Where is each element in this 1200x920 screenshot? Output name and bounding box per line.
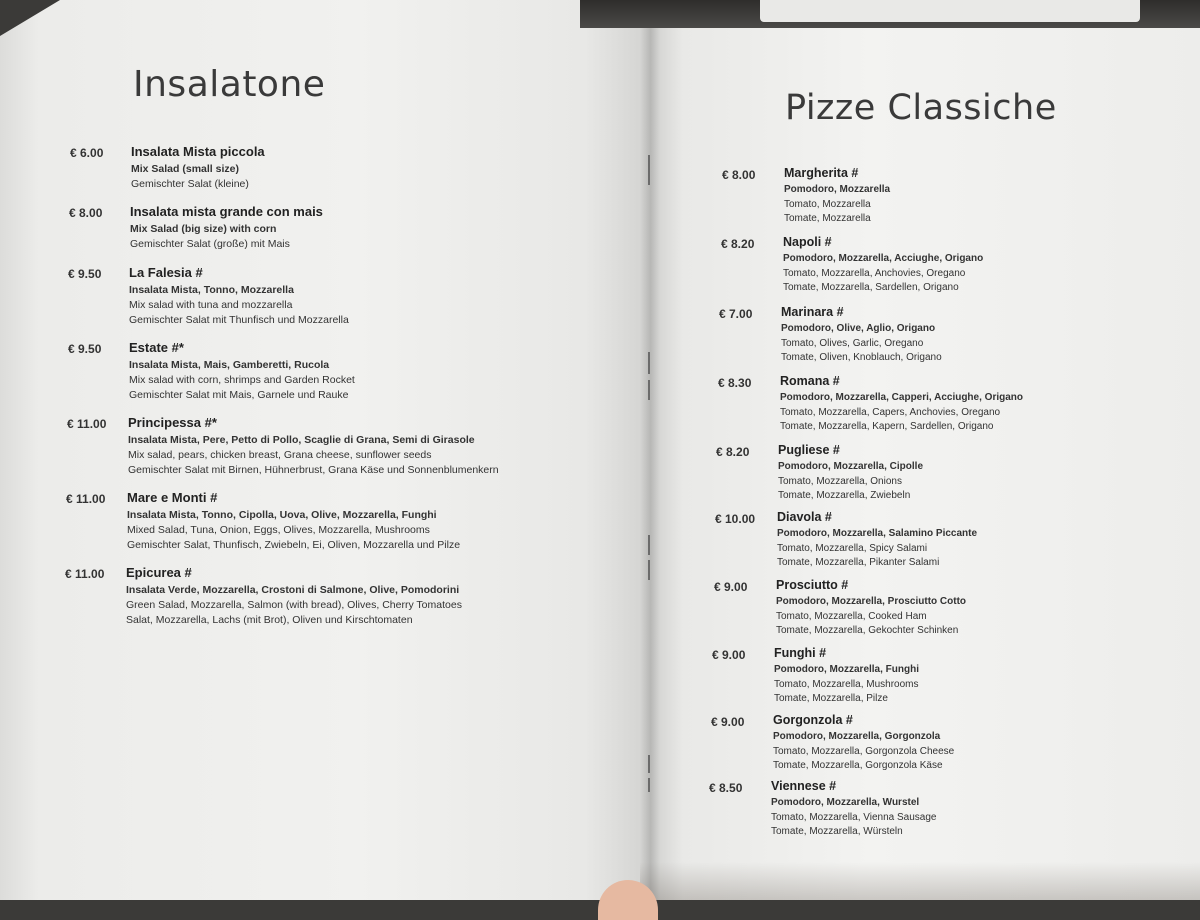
menu-item-price: € 9.00: [712, 648, 746, 662]
menu-item: [712, 646, 919, 707]
menu-item: [65, 565, 462, 628]
menu-item-price: € 7.00: [719, 307, 753, 321]
menu-item-translation: Tomato, Mozzarella, Cooked Ham: [776, 610, 927, 622]
menu-item-ingredients: Insalata Mista, Mais, Gamberetti, Rucola: [129, 359, 330, 371]
menu-item-price: € 8.30: [718, 376, 752, 390]
menu-item-name: La Falesia #: [129, 265, 203, 280]
menu-item-ingredients: Insalata Mista, Tonno, Cipolla, Uova, Olive, Mozzarella, Funghi: [127, 509, 437, 521]
binding-stitch: [648, 155, 650, 185]
menu-item-translation: Tomate, Oliven, Knoblauch, Origano: [781, 352, 942, 363]
background-paper: [760, 0, 1140, 22]
menu-item-price: € 8.00: [69, 206, 103, 220]
menu-item-name: Funghi #: [774, 646, 827, 660]
menu-item-translation: Mixed Salad, Tuna, Onion, Eggs, Olives, Mozzarella, Mushrooms: [127, 524, 430, 536]
menu-item: [719, 305, 942, 366]
menu-item-price: € 8.50: [709, 781, 743, 795]
menu-item-translation: Mix salad with tuna and mozzarella: [129, 299, 293, 311]
menu-item-name: Estate #*: [129, 340, 184, 355]
menu-item-ingredients: Pomodoro, Mozzarella, Gorgonzola: [773, 731, 941, 742]
menu-item-ingredients: Insalata Mista, Tonno, Mozzarella: [129, 284, 294, 296]
table-background: [580, 0, 1200, 28]
menu-item-name: Viennese #: [771, 779, 837, 793]
background-corner: [0, 0, 60, 36]
menu-item-ingredients: Pomodoro, Mozzarella, Salamino Piccante: [777, 528, 978, 539]
menu-item: [68, 265, 349, 328]
menu-item-ingredients: Mix Salad (big size) with corn: [130, 223, 277, 235]
menu-item-translation: Mix salad with corn, shrimps and Garden Rocket: [129, 374, 355, 386]
section-title-insalatone: Insalatone: [133, 64, 326, 105]
menu-item-name: Margherita #: [784, 166, 859, 180]
menu-item-name: Diavola #: [777, 510, 832, 524]
menu-item-name: Insalata Mista piccola: [131, 144, 265, 159]
menu-item-price: € 9.50: [68, 267, 102, 281]
menu-item-price: € 9.00: [714, 580, 748, 594]
menu-item-name: Prosciutto #: [776, 578, 849, 592]
menu-item-price: € 11.00: [66, 492, 106, 506]
menu-item-name: Pugliese #: [778, 443, 840, 457]
menu-item: [70, 144, 265, 192]
menu-item-translation: Salat, Mozzarella, Lachs (mit Brot), Oliven und Kirschtomaten: [126, 614, 413, 626]
menu-item-translation: Tomato, Mozzarella, Anchovies, Oregano: [783, 267, 966, 279]
menu-item: [66, 490, 461, 553]
menu-item-price: € 10.00: [715, 512, 756, 526]
menu-item-name: Mare e Monti #: [127, 490, 218, 505]
menu-item-translation: Tomate, Mozzarella, Gorgonzola Käse: [773, 760, 943, 771]
menu-item-translation: Gemischter Salat (große) mit Mais: [130, 238, 290, 250]
menu-item-translation: Tomato, Mozzarella, Capers, Anchovies, Oregano: [780, 406, 1001, 418]
menu-item-price: € 11.00: [67, 417, 107, 431]
menu-item-name: Napoli #: [783, 235, 832, 249]
menu-item-name: Epicurea #: [126, 565, 192, 580]
menu-item-name: Insalata mista grande con mais: [130, 204, 323, 219]
menu-item-translation: Tomate, Mozzarella: [784, 213, 871, 224]
menu-item-translation: Tomato, Mozzarella, Onions: [778, 475, 902, 487]
menu-item-translation: Tomato, Mozzarella, Mushrooms: [774, 678, 919, 690]
menu-item-ingredients: Pomodoro, Olive, Aglio, Origano: [781, 323, 936, 334]
menu-item: [714, 578, 967, 639]
menu-item: [67, 415, 499, 478]
menu-item-translation: Tomate, Mozzarella, Pikanter Salami: [777, 557, 940, 568]
menu-item-ingredients: Insalata Verde, Mozzarella, Crostoni di Salmone, Olive, Pomodorini: [126, 584, 460, 596]
menu-item-translation: Tomato, Olives, Garlic, Oregano: [781, 337, 924, 349]
menu-item-translation: Gemischter Salat, Thunfisch, Zwiebeln, Ei, Oliven, Mozzarella und Pilze: [127, 539, 461, 551]
menu-item-translation: Tomato, Mozzarella, Spicy Salami: [777, 542, 928, 554]
section-title-pizze-classiche: Pizze Classiche: [785, 88, 1057, 128]
menu-item-translation: Tomate, Mozzarella, Pilze: [774, 693, 888, 704]
binding-stitch: [648, 778, 650, 792]
menu-item-price: € 9.50: [68, 342, 102, 356]
menu-item: [711, 713, 955, 774]
menu-item-translation: Tomate, Mozzarella, Gekochter Schinken: [776, 625, 959, 636]
menu-item-translation: Tomato, Mozzarella, Vienna Sausage: [771, 811, 937, 823]
menu-item-price: € 9.00: [711, 715, 745, 729]
menu-item-ingredients: Pomodoro, Mozzarella, Wurstel: [771, 797, 920, 808]
menu-item-name: Gorgonzola #: [773, 713, 853, 727]
menu-item-translation: Gemischter Salat (kleine): [131, 178, 249, 190]
menu-item: [709, 779, 937, 840]
menu-item-translation: Mix salad, pears, chicken breast, Grana cheese, sunflower seeds: [128, 449, 432, 461]
menu-item-ingredients: Pomodoro, Mozzarella, Prosciutto Cotto: [776, 596, 967, 607]
menu-item-translation: Gemischter Salat mit Thunfisch und Mozzarella: [129, 314, 349, 326]
menu-item-name: Marinara #: [781, 305, 844, 319]
menu-item-translation: Tomate, Mozzarella, Kapern, Sardellen, Origano: [780, 421, 994, 432]
menu-item-ingredients: Pomodoro, Mozzarella, Capperi, Acciughe, Origano: [780, 392, 1023, 403]
menu-item-price: € 6.00: [70, 146, 104, 160]
menu-item: [718, 374, 1023, 435]
menu-item: [715, 510, 978, 571]
menu-item-translation: Gemischter Salat mit Mais, Garnele und Rauke: [129, 389, 349, 401]
menu-item-translation: Tomate, Mozzarella, Sardellen, Origano: [783, 282, 959, 293]
menu-item-translation: Tomate, Mozzarella, Zwiebeln: [778, 490, 911, 501]
menu-item-name: Principessa #*: [128, 415, 217, 430]
page-shadow: [640, 862, 1200, 900]
menu-item: [69, 204, 323, 252]
menu-item: [721, 235, 984, 296]
menu-item: [68, 340, 355, 403]
menu-item-ingredients: Pomodoro, Mozzarella, Funghi: [774, 664, 919, 675]
menu-item-ingredients: Pomodoro, Mozzarella, Acciughe, Origano: [783, 253, 984, 264]
menu-item-translation: Tomato, Mozzarella, Gorgonzola Cheese: [773, 745, 955, 757]
menu-item: [716, 443, 924, 504]
binding-stitch: [648, 755, 650, 773]
menu-item-translation: Tomato, Mozzarella: [784, 198, 871, 210]
menu-item-translation: Gemischter Salat mit Birnen, Hühnerbrust, Grana Käse und Sonnenblumenkern: [128, 464, 499, 476]
menu-item-name: Romana #: [780, 374, 840, 388]
binding-stitch: [648, 560, 650, 580]
book-spine: [640, 0, 660, 900]
menu-item-translation: Green Salad, Mozzarella, Salmon (with bread), Olives, Cherry Tomatoes: [126, 599, 462, 611]
binding-stitch: [648, 352, 650, 374]
menu-item-translation: Tomate, Mozzarella, Würsteln: [771, 826, 903, 837]
menu-item-price: € 8.00: [722, 168, 756, 182]
menu-item-ingredients: Mix Salad (small size): [131, 163, 239, 175]
menu-item-ingredients: Pomodoro, Mozzarella, Cipolle: [778, 461, 924, 472]
menu-item-price: € 11.00: [65, 567, 105, 581]
menu-item-price: € 8.20: [716, 445, 750, 459]
right-page: [650, 0, 1200, 900]
binding-stitch: [648, 535, 650, 555]
menu-item-price: € 8.20: [721, 237, 755, 251]
menu-item: [722, 166, 891, 227]
menu-item-ingredients: Pomodoro, Mozzarella: [784, 184, 891, 195]
binding-stitch: [648, 380, 650, 400]
menu-item-ingredients: Insalata Mista, Pere, Petto di Pollo, Scaglie di Grana, Semi di Girasole: [128, 434, 475, 446]
